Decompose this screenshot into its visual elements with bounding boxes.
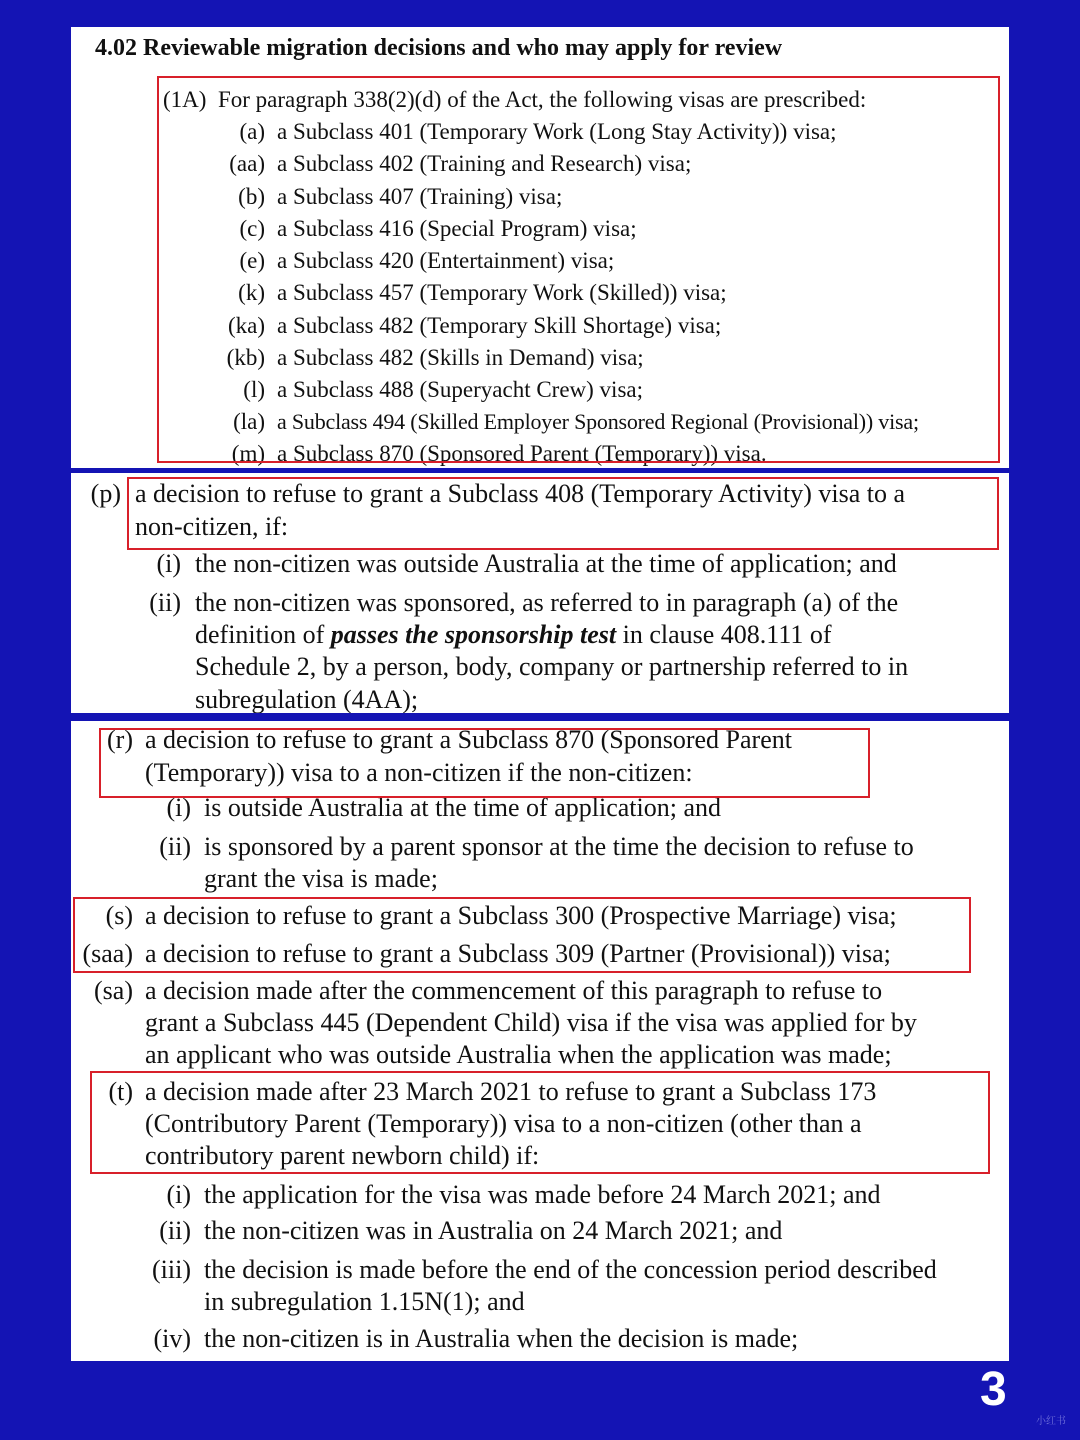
item-label: (k) — [238, 280, 265, 305]
defined-term: passes the sponsorship test — [330, 620, 617, 649]
subitem-text — [195, 620, 832, 650]
p-label: (p) — [90, 479, 121, 508]
t-text-line: a decision made after 23 March 2021 to refuse to grant a Subclass 173 — [145, 1077, 877, 1106]
t-text-line: (Contributory Parent (Temporary)) visa to a non-citizen (other than a — [145, 1109, 862, 1138]
sa-label: (sa) — [94, 976, 133, 1005]
subitem-label: (i) — [156, 549, 181, 578]
item-label: (a) — [239, 119, 265, 144]
paragraph-p-panel — [71, 473, 1009, 713]
subitem-label: (i) — [166, 1180, 191, 1209]
p-text-line: a decision to refuse to grant a Subclass 408 (Temporary Activity) visa to a — [135, 479, 906, 508]
item-label: (l) — [243, 377, 265, 402]
subitem-text: grant the visa is made; — [204, 864, 438, 893]
s-text: a decision to refuse to grant a Subclass 300 (Prospective Marriage) visa; — [145, 901, 897, 930]
item-text: a Subclass 488 (Superyacht Crew) visa; — [277, 377, 644, 402]
subitem-label: (ii) — [149, 588, 181, 617]
paragraphs-r-to-t-panel — [71, 721, 1009, 1361]
item-text: a Subclass 494 (Skilled Employer Sponsored Regional (Provisional)) visa; — [277, 409, 919, 434]
watermark-logo: 小红书 — [1036, 1416, 1066, 1427]
r-label: (r) — [107, 725, 133, 754]
subitem-text: the decision is made before the end of the concession period described — [204, 1255, 937, 1284]
subitem-text: the application for the visa was made before 24 March 2021; and — [204, 1180, 881, 1209]
subitem-text: Schedule 2, by a person, body, company or partnership referred to in — [195, 652, 909, 681]
item-text: a Subclass 870 (Sponsored Parent (Temporary)) visa. — [277, 441, 767, 466]
subitem-text: the non-citizen was outside Australia at the time of application; and — [195, 549, 897, 578]
subitem-label: (i) — [166, 793, 191, 822]
subitem-text: the non-citizen is in Australia when the decision is made; — [204, 1324, 799, 1353]
section-title: 4.02 Reviewable migration decisions and who may apply for review — [95, 35, 783, 61]
item-label: (kb) — [226, 345, 265, 370]
intro-label: (1A) — [163, 87, 207, 112]
intro-line — [163, 87, 866, 113]
item-text: a Subclass 401 (Temporary Work (Long Stay Activity)) visa; — [277, 119, 837, 144]
subitem-text: the non-citizen was in Australia on 24 March 2021; and — [204, 1216, 783, 1245]
p-text-line: non-citizen, if: — [135, 512, 289, 541]
subitem-text: subregulation (4AA); — [195, 685, 419, 713]
sa-text-line: grant a Subclass 445 (Dependent Child) visa if the visa was applied for by — [145, 1008, 917, 1037]
section-4-02-panel — [71, 27, 1009, 468]
subitem-label: (ii) — [159, 832, 191, 861]
sa-text-line: an applicant who was outside Australia when the application was made; — [145, 1040, 892, 1069]
subitem-label: (iv) — [153, 1324, 191, 1353]
text-run: in clause 408.111 of — [616, 620, 832, 649]
item-text: a Subclass 457 (Temporary Work (Skilled)) visa; — [277, 280, 727, 305]
t-text-line: contributory parent newborn child) if: — [145, 1141, 540, 1170]
text-run: definition of — [195, 620, 331, 649]
item-label: (e) — [239, 248, 265, 273]
subitem-text: the non-citizen was sponsored, as referred to in paragraph (a) of the — [195, 588, 899, 617]
r-text-line: (Temporary)) visa to a non-citizen if the non-citizen: — [145, 758, 693, 787]
item-label: (b) — [238, 184, 265, 209]
saa-label: (saa) — [82, 939, 133, 968]
item-text: a Subclass 482 (Temporary Skill Shortage) visa; — [277, 313, 722, 338]
item-text: a Subclass 407 (Training) visa; — [277, 184, 563, 209]
subitem-label: (ii) — [159, 1216, 191, 1245]
subitem-label: (iii) — [152, 1255, 191, 1284]
s-label: (s) — [105, 901, 133, 930]
subitem-text: is outside Australia at the time of application; and — [204, 793, 721, 822]
item-label: (la) — [233, 409, 265, 434]
intro-text: For paragraph 338(2)(d) of the Act, the following visas are prescribed: — [217, 87, 867, 112]
subitem-text: is sponsored by a parent sponsor at the time the decision to refuse to — [204, 832, 914, 861]
page-number: 3 — [980, 1363, 1007, 1416]
item-text: a Subclass 420 (Entertainment) visa; — [277, 248, 615, 273]
item-text: a Subclass 402 (Training and Research) visa; — [277, 151, 692, 176]
item-label: (m) — [231, 441, 265, 466]
saa-text: a decision to refuse to grant a Subclass 309 (Partner (Provisional)) visa; — [145, 939, 891, 968]
t-label: (t) — [108, 1077, 133, 1106]
r-text-line: a decision to refuse to grant a Subclass 870 (Sponsored Parent — [145, 725, 792, 754]
subitem-text: in subregulation 1.15N(1); and — [204, 1287, 525, 1316]
item-label: (c) — [239, 216, 265, 241]
item-text: a Subclass 416 (Special Program) visa; — [277, 216, 637, 241]
item-text: a Subclass 482 (Skills in Demand) visa; — [277, 345, 644, 370]
item-label: (ka) — [227, 313, 265, 338]
sa-text-line: a decision made after the commencement of this paragraph to refuse to — [145, 976, 883, 1005]
item-label: (aa) — [229, 151, 265, 176]
